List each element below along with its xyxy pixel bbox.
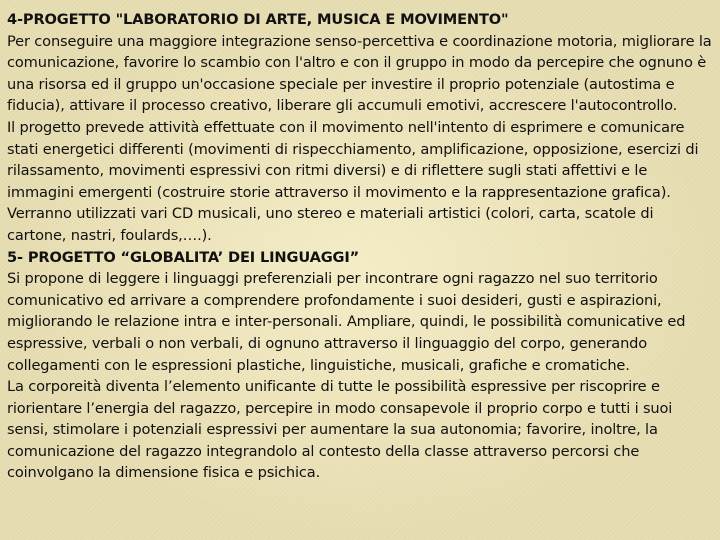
paragraph-globalita-corporeity: La corporeità diventa l’elemento unificante di tutte le possibilità espressive per riscoprire e riorientare l’energia del ragazzo, percepire in modo consapevole il proprio corpo e tutti i suoi sensi, stimolare i potenziali espressivi per aumentare la sua autonomia; favorire, inoltre, la comunicazione del ragazzo integrandolo al contesto della classe attraverso percorsi che coinvolgano la dimensione fisica e psichica. xyxy=(7,378,673,482)
section-heading-globalita: 5- PROGETTO “GLOBALITA’ DEI LINGUAGGI” xyxy=(7,248,360,266)
paragraph-laboratorio-goals: Per conseguire una maggiore integrazione senso-percettiva e coordinazione motoria, migliorare la comunicazione, favorire lo scambio con l'altro e con il gruppo in modo da percepire che ognuno è una risorsa ed il gruppo un'occasione speciale per investire il proprio potenziale (autostima e fiducia), attivare il processo creativo, liberare gli accumuli emotivi, accrescere l'autocontrollo. xyxy=(7,32,712,115)
section-heading-laboratorio: 4-PROGETTO "LABORATORIO DI ARTE, MUSICA E MOVIMENTO" xyxy=(7,11,509,28)
paragraph-globalita-purpose: Si propone di leggere i linguaggi preferenziali per incontrare ogni ragazzo nel suo territorio comunicativo ed arrivare a comprendere profondamente i suoi desideri, gusti e aspirazioni, migliorando le relazione intra e inter-personali. Ampliare, quindi, le possibilità comunicative ed espressive, verbali o non verbali, di ognuno attraverso il linguaggio del corpo, generando collegamenti con le espressioni plastiche, linguistiche, musicali, grafiche e cromatiche. xyxy=(7,270,686,374)
paragraph-laboratorio-activities: Il progetto prevede attività effettuate con il movimento nell'intento di esprimere e comunicare stati energetici differenti (movimenti di rispecchiamento, amplificazione, opposizione, esercizi di rilassamento, movimenti espressivi con ritmi diversi) e di riflettere sugli stati affettivi e le immagini emergenti (costruire storie attraverso il movimento e la rappresentazione grafica). Verranno utilizzati vari CD musicali, uno stereo e materiali artistici (colori, carta, scatole di cartone, nastri, foulards,….). xyxy=(7,118,699,244)
